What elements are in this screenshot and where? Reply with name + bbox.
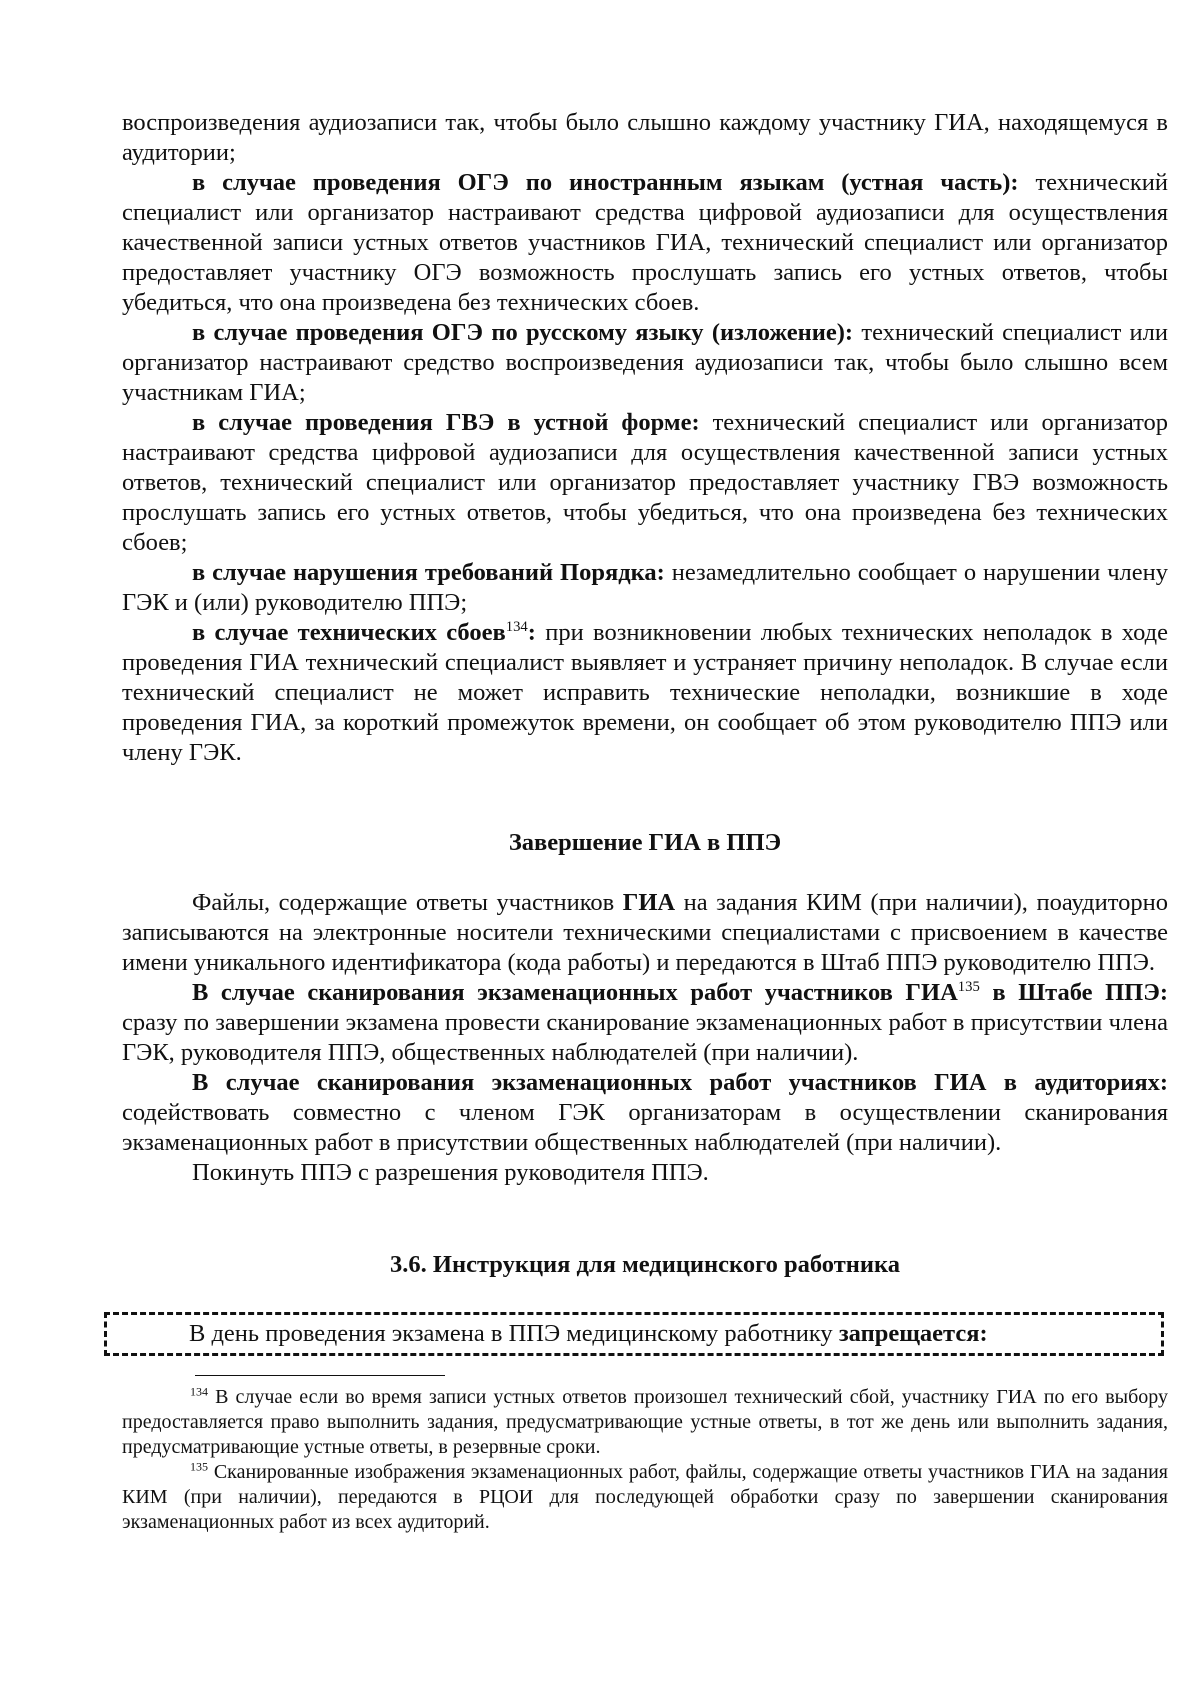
case-text: технический специалист или организатор настраивают средства цифровой аудиозаписи для осуществления качественной записи устных ответов, технический специалист или организатор предоставляет участнику ГВЭ возможность прослушать запись его устных ответов, чтобы убедиться, что она произведена без технических сбоев; <box>122 409 1168 556</box>
footnote-divider <box>195 1375 445 1376</box>
footnote-134 <box>122 1385 1168 1460</box>
case-label: в случае проведения ГВЭ в устной форме: <box>192 409 700 436</box>
paragraph-bold: ГИА <box>622 889 676 916</box>
paragraph-leave: Покинуть ППЭ с разрешения руководителя ППЭ. <box>192 1159 709 1186</box>
case-text: незамедлительно сообщает о нарушении члену ГЭК и (или) руководителю ППЭ; <box>122 559 1168 616</box>
paragraph-continuation: воспроизведения аудиозаписи так, чтобы было слышно каждому участнику ГИА, находящемуся в аудитории; <box>122 109 1168 166</box>
paragraph-case-oge-foreign <box>122 168 1168 318</box>
footnote-135 <box>122 1460 1168 1535</box>
footnotes <box>122 1385 1168 1535</box>
case-label: В случае сканирования экзаменационных работ участников ГИА в аудиториях: <box>192 1069 1168 1096</box>
paragraph-case-gve-oral <box>122 408 1168 558</box>
case-label: В случае сканирования экзаменационных работ участников ГИА <box>192 979 958 1006</box>
case-colon: : <box>527 619 536 646</box>
callout-bold: запрещается: <box>838 1320 988 1347</box>
case-text: технический специалист или организатор настраивают средства цифровой аудиозаписи для осуществления качественной записи устных ответов участников ГИА, технический специалист или организатор предоставляет участнику ОГЭ возможность прослушать запись его устных ответов, чтобы убедиться, что она произведена без технических сбоев. <box>122 169 1168 316</box>
case-label: в Штабе ППЭ: <box>979 979 1168 1006</box>
case-text: сразу по завершении экзамена провести сканирование экзаменационных работ в присутствии члена ГЭК, руководителя ППЭ, общественных наблюдателей (при наличии). <box>122 1009 1168 1066</box>
case-text: содействовать совместно с членом ГЭК организаторам в осуществлении сканирования экзаменационных работ в присутствии общественных наблюдателей (при наличии). <box>122 1099 1168 1156</box>
footnote-text: В случае если во время записи устных ответов произошел технический сбой, участнику ГИА по его выбору предоставляется право выполнить задания, предусматривающие устные ответы, в тот же день или выполнить задания, предусматривающие устные ответы, в резервные сроки. <box>122 1386 1168 1458</box>
subsection-heading: 3.6. Инструкция для медицинского работника <box>390 1251 900 1278</box>
prohibition-callout-box <box>104 1312 1164 1356</box>
case-label: в случае нарушения требований Порядка: <box>192 559 665 586</box>
paragraph-case-oge-russian <box>122 318 1168 408</box>
case-text: при возникновении любых технических неполадок в ходе проведения ГИА технический специалист выявляет и устраняет причину неполадок. В случае если технический специалист не может исправить технические неполадки, возникшие в ходе проведения ГИА, за короткий промежуток времени, он сообщает об этом руководителю ППЭ или члену ГЭК. <box>122 619 1168 766</box>
paragraph-text: на задания КИМ (при наличии), поаудиторно записываются на электронные носители техническими специалистами с присвоением в качестве имени уникального идентификатора (кода работы) и передаются в Штаб ППЭ руководителю ППЭ. <box>122 889 1168 976</box>
footnote-number: 134 <box>190 1384 208 1399</box>
paragraph-scan-hq <box>122 978 1168 1068</box>
callout-text: В день проведения экзамена в ППЭ медицинскому работнику <box>189 1320 839 1347</box>
case-label: в случае технических сбоев <box>192 619 506 646</box>
paragraph-case-tech-failure <box>122 618 1168 768</box>
footnote-number: 135 <box>190 1459 208 1474</box>
paragraph-text: Файлы, содержащие ответы участников <box>192 889 623 916</box>
paragraph-scan-room <box>122 1068 1168 1158</box>
paragraph-files <box>122 888 1168 978</box>
footnote-ref: 135 <box>957 978 980 995</box>
paragraph-case-violation <box>122 558 1168 618</box>
body-text-block-2 <box>122 888 1168 1188</box>
case-text: технический специалист или организатор настраивают средство воспроизведения аудиозаписи так, чтобы было слышно всем участникам ГИА; <box>122 319 1168 406</box>
section-heading: Завершение ГИА в ППЭ <box>508 829 782 856</box>
footnote-ref: 134 <box>505 618 528 635</box>
case-label: в случае проведения ОГЭ по иностранным языкам (устная часть): <box>192 169 1019 196</box>
case-label: в случае проведения ОГЭ по русскому языку (изложение): <box>192 319 854 346</box>
body-text-block-1 <box>122 108 1168 768</box>
footnote-text: Сканированные изображения экзаменационных работ, файлы, содержащие ответы участников ГИА на задания КИМ (при наличии), передаются в РЦОИ для последующей обработки сразу по завершении сканирования экзаменационных работ из всех аудиторий. <box>122 1461 1168 1533</box>
